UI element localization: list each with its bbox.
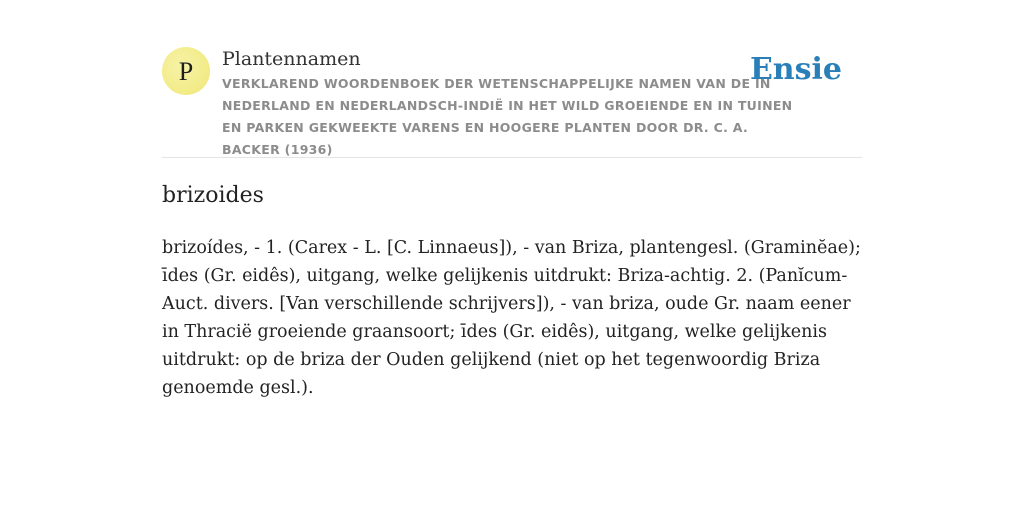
- brand-logo-link[interactable]: Ensie: [749, 52, 842, 87]
- source-logo: [162, 47, 210, 95]
- header-divider: [162, 157, 862, 158]
- source-logo-letter: P: [178, 57, 194, 86]
- entry-headword: brizoides: [162, 183, 264, 208]
- source-title[interactable]: Plantennamen: [222, 48, 361, 70]
- source-header: [162, 45, 862, 157]
- entry-definition: brizoídes, - 1. (Carex - L. [C. Linnaeus]), - van Briza, plantengesl. (Graminĕae); īdes (Gr. eidês), uitgang, welke gelijkenis uitdrukt: Briza-achtig. 2. (Panĭcum- Auct. divers. [Van verschillende schrijvers]), - van briza, oude Gr. naam eener in Thracië groeiende graansoort; īdes (Gr. eidês), uitgang, welke gelijkenis uitdrukt: op de briza der Ouden gelijkend (niet op het tegenwoordig Briza genoemde gesl.).: [162, 238, 861, 398]
- source-subtitle: VERKLAREND WOORDENBOEK DER WETENSCHAPPELIJKE NAMEN VAN DE IN NEDERLAND EN NEDERLANDSCH-INDIË IN HET WILD GROEIENDE EN IN TUINEN EN PARKEN GEKWEEKTE VARENS EN HOOGERE PLANTEN DOOR DR. C. A. BACKER (1936): [222, 76, 793, 157]
